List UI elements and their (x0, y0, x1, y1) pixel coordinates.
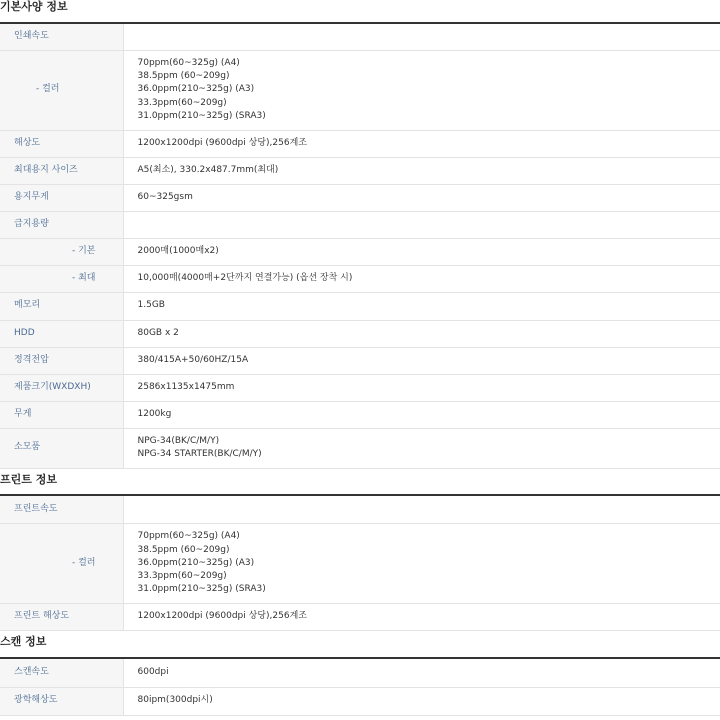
row-label: 소모품 (0, 428, 123, 468)
row-value: 380/415A+50/60HZ/15A (123, 347, 720, 374)
table-row (0, 24, 720, 50)
row-value (123, 496, 720, 524)
row-label: HDD (0, 320, 123, 347)
table-row (0, 604, 720, 631)
table-row (0, 659, 720, 687)
row-value: 1200x1200dpi (9600dpi 상당),256계조 (123, 130, 720, 157)
row-label: 무게 (0, 401, 123, 428)
section-title (0, 631, 720, 659)
table-row (0, 265, 720, 292)
row-label: - 최대 (0, 265, 123, 292)
spec-table (0, 659, 720, 716)
row-label: 광학해상도 (0, 687, 123, 715)
row-value: 80ipm(300dpi시) (123, 687, 720, 715)
row-value: A5(최소), 330.2x487.7mm(최대) (123, 157, 720, 184)
row-value: 600dpi (123, 659, 720, 687)
spec-table (0, 24, 720, 469)
table-row (0, 687, 720, 715)
row-value: NPG-34(BK/C/M/Y) NPG-34 STARTER(BK/C/M/Y) (123, 428, 720, 468)
row-label: 최대용지 사이즈 (0, 157, 123, 184)
row-value: 2000매(1000매x2) (123, 238, 720, 265)
row-value: 60~325gsm (123, 184, 720, 211)
row-label: 용지무게 (0, 184, 123, 211)
table-row (0, 130, 720, 157)
row-label: 정격전압 (0, 347, 123, 374)
spec-table (0, 496, 720, 632)
row-label: 프린트속도 (0, 496, 123, 524)
row-label: - 컬러 (0, 50, 123, 130)
section-title-text: 스캔 정보 (0, 635, 47, 648)
row-label: 제품크기(WXDXH) (0, 374, 123, 401)
row-value: 10,000매(4000매+2단까지 연결가능) (옵션 장착 시) (123, 265, 720, 292)
table-row (0, 524, 720, 604)
row-label: 스캔속도 (0, 659, 123, 687)
row-label: 인쇄속도 (0, 24, 123, 50)
table-row (0, 347, 720, 374)
row-value: 1200x1200dpi (9600dpi 상당),256계조 (123, 604, 720, 631)
row-value: 80GB x 2 (123, 320, 720, 347)
table-row (0, 157, 720, 184)
table-row (0, 238, 720, 265)
row-value: 1.5GB (123, 292, 720, 320)
section-title-text: 기본사양 정보 (0, 0, 68, 13)
row-value: 70ppm(60~325g) (A4) 38.5ppm (60~209g) 36.0ppm(210~325g) (A3) 33.3ppm(60~209g) 31.0ppm(210~325g) (SRA3) (123, 524, 720, 604)
table-row (0, 374, 720, 401)
table-row (0, 401, 720, 428)
table-row (0, 496, 720, 524)
section-title (0, 0, 720, 24)
row-value: 2586x1135x1475mm (123, 374, 720, 401)
table-row (0, 211, 720, 238)
table-row (0, 50, 720, 130)
section-title-text: 프린트 정보 (0, 472, 57, 486)
table-row (0, 184, 720, 211)
row-label: 프린트 해상도 (0, 604, 123, 631)
row-label: - 컬러 (0, 524, 123, 604)
row-value: 70ppm(60~325g) (A4) 38.5ppm (60~209g) 36.0ppm(210~325g) (A3) 33.3ppm(60~209g) 31.0ppm(210~325g) (SRA3) (123, 50, 720, 130)
row-label: 급지용량 (0, 211, 123, 238)
section-title (0, 469, 720, 496)
row-label: - 기본 (0, 238, 123, 265)
row-value (123, 24, 720, 50)
table-row (0, 428, 720, 468)
row-value: 1200kg (123, 401, 720, 428)
row-label: 메모리 (0, 292, 123, 320)
row-label: 해상도 (0, 130, 123, 157)
table-row (0, 292, 720, 320)
row-value (123, 211, 720, 238)
table-row (0, 320, 720, 347)
